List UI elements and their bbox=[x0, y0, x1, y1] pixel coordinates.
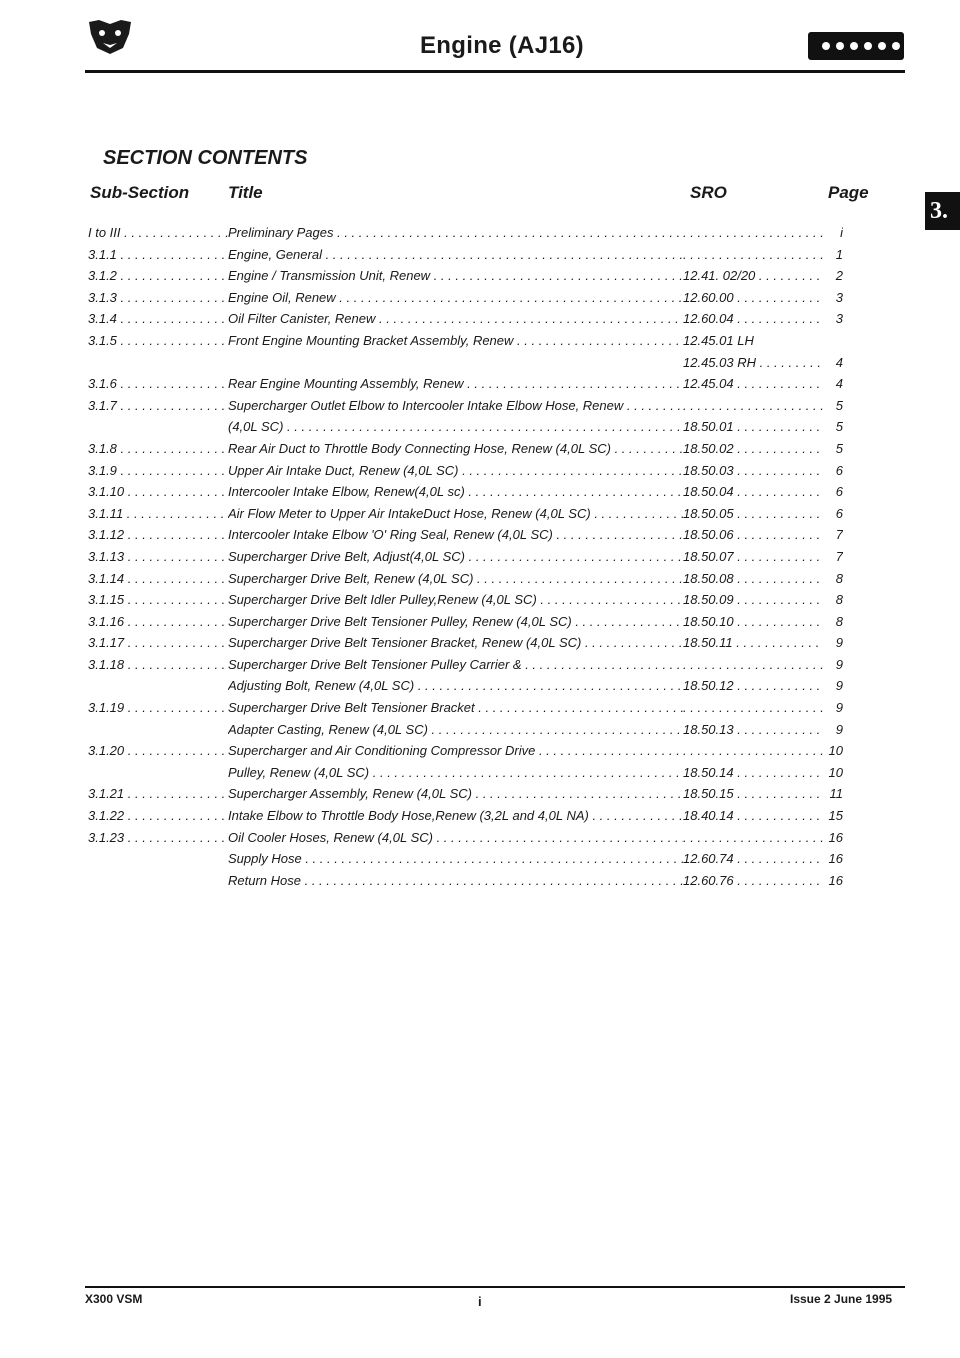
row-title: Intake Elbow to Throttle Body Hose,Renew (3,2L and 4,0L NA) . . . bbox=[228, 805, 683, 827]
row-sro bbox=[683, 697, 823, 719]
row-title: Adapter Casting, Renew (4,0L SC) . . . bbox=[228, 719, 683, 741]
row-page: 9 bbox=[835, 721, 843, 737]
row-sro: 18.50.13 . . . bbox=[683, 719, 823, 741]
row-title: Return Hose . . . bbox=[228, 870, 683, 892]
col-page: Page bbox=[828, 183, 869, 202]
row-page: 16 bbox=[828, 829, 843, 845]
row-title: Adjusting Bolt, Renew (4,0L SC) . . . bbox=[228, 675, 683, 697]
footer-rule bbox=[85, 1286, 905, 1288]
row-sro: 18.50.01 . . . bbox=[683, 416, 823, 438]
row-title: Engine Oil, Renew . . . bbox=[228, 287, 683, 309]
row-page: i bbox=[840, 225, 843, 240]
row-title: Oil Cooler Hoses, Renew (4,0L SC) . . . bbox=[228, 827, 683, 849]
row-subsection: 3.1.18 . . . bbox=[88, 654, 228, 676]
row-title: Front Engine Mounting Bracket Assembly, Renew . . . bbox=[228, 330, 683, 352]
table-row bbox=[88, 589, 868, 611]
row-title: Preliminary Pages . . . bbox=[228, 222, 683, 244]
row-page: 3 bbox=[835, 289, 843, 305]
row-page: 5 bbox=[835, 419, 843, 435]
col-subsection: Sub-Section bbox=[90, 183, 190, 202]
row-sro: 18.50.11 . . . bbox=[683, 632, 823, 654]
table-row bbox=[88, 654, 868, 676]
row-sro bbox=[683, 654, 823, 676]
table-row bbox=[88, 524, 868, 546]
row-page: 9 bbox=[835, 678, 843, 694]
row-subsection: 3.1.10 . . . bbox=[88, 481, 228, 503]
row-sro: 18.50.12 . . . bbox=[683, 675, 823, 697]
row-title: Supercharger Drive Belt, Renew (4,0L SC) . . . bbox=[228, 568, 683, 590]
row-sro: 18.50.06 . . . bbox=[683, 524, 823, 546]
row-page: 10 bbox=[828, 764, 843, 780]
row-page: 7 bbox=[835, 548, 843, 564]
table-row bbox=[88, 740, 868, 762]
row-page: 5 bbox=[835, 440, 843, 456]
footer-issue-date: Issue 2 June 1995 bbox=[790, 1292, 893, 1306]
row-page: 7 bbox=[835, 527, 843, 543]
row-title: (4,0L SC) . . . bbox=[228, 416, 683, 438]
row-sro: 18.50.09 . . . bbox=[683, 589, 823, 611]
row-subsection: 3.1.6 . . . bbox=[88, 373, 228, 395]
table-row bbox=[88, 632, 868, 654]
row-page: 8 bbox=[835, 613, 843, 629]
row-sro bbox=[683, 740, 823, 762]
row-subsection: 3.1.8 . . . bbox=[88, 438, 228, 460]
row-title: Engine / Transmission Unit, Renew . . . bbox=[228, 265, 683, 287]
row-sro: 12.45.03 RH . . . bbox=[683, 352, 823, 374]
row-subsection: 3.1.16 . . . bbox=[88, 611, 228, 633]
row-subsection: 3.1.21 . . . bbox=[88, 783, 228, 805]
row-sro: 12.60.76 . . . bbox=[683, 870, 823, 892]
row-sro: 12.60.00 . . . bbox=[683, 287, 823, 309]
row-title: Rear Air Duct to Throttle Body Connecting Hose, Renew (4,0L SC) . . . bbox=[228, 438, 683, 460]
row-page: 5 bbox=[835, 397, 843, 413]
row-subsection: 3.1.5 . . . bbox=[88, 330, 228, 352]
col-title: Title bbox=[228, 183, 263, 202]
section-side-tab: 3. bbox=[925, 192, 960, 230]
row-subsection: 3.1.3 . . . bbox=[88, 287, 228, 309]
row-page: 8 bbox=[835, 592, 843, 608]
row-sro: 18.50.07 . . . bbox=[683, 546, 823, 568]
row-subsection: 3.1.11 . . . bbox=[88, 503, 228, 525]
section-heading: SECTION CONTENTS bbox=[103, 147, 308, 169]
row-sro bbox=[683, 222, 823, 244]
table-row bbox=[88, 675, 868, 697]
row-subsection: 3.1.17 . . . bbox=[88, 632, 228, 654]
row-title: Oil Filter Canister, Renew . . . bbox=[228, 308, 683, 330]
row-title: Upper Air Intake Duct, Renew (4,0L SC) . . . bbox=[228, 460, 683, 482]
row-subsection: 3.1.22 . . . bbox=[88, 805, 228, 827]
row-page: 4 bbox=[835, 376, 843, 392]
row-subsection: 3.1.2 . . . bbox=[88, 265, 228, 287]
row-title: Air Flow Meter to Upper Air IntakeDuct Hose, Renew (4,0L SC) . . . bbox=[228, 503, 683, 525]
row-subsection: 3.1.13 . . . bbox=[88, 546, 228, 568]
row-title: Supercharger Drive Belt Tensioner Pulley, Renew (4,0L SC) . . . bbox=[228, 611, 683, 633]
table-row bbox=[88, 697, 868, 719]
footer-doc-code: X300 VSM bbox=[85, 1292, 143, 1306]
row-title: Intercooler Intake Elbow, Renew(4,0L sc) . . . bbox=[228, 481, 683, 503]
row-page: 15 bbox=[828, 808, 843, 824]
row-title: Supercharger and Air Conditioning Compressor Drive . . . bbox=[228, 740, 683, 762]
row-sro: 12.45.04 . . . bbox=[683, 373, 823, 395]
row-page: 6 bbox=[835, 505, 843, 521]
table-row bbox=[88, 373, 868, 395]
row-sro: 18.50.15 . . . bbox=[683, 783, 823, 805]
row-page: 2 bbox=[835, 268, 843, 284]
row-sro: 12.41. 02/20 . . . bbox=[683, 265, 823, 287]
row-page: 16 bbox=[828, 872, 843, 888]
table-row bbox=[88, 805, 868, 827]
row-title: Supercharger Drive Belt Idler Pulley,Renew (4,0L SC) . . . bbox=[228, 589, 683, 611]
row-sro bbox=[683, 244, 823, 266]
page-header bbox=[0, 0, 960, 80]
row-subsection: 3.1.4 . . . bbox=[88, 308, 228, 330]
table-row bbox=[88, 287, 868, 309]
table-row bbox=[88, 352, 868, 374]
row-page: 11 bbox=[829, 786, 843, 802]
row-sro: 18.50.14 . . . bbox=[683, 762, 823, 784]
footer-page-number: i bbox=[478, 1294, 482, 1309]
row-page: 16 bbox=[828, 851, 843, 867]
col-sro: SRO bbox=[690, 183, 727, 202]
row-sro: 18.50.05 . . . bbox=[683, 503, 823, 525]
row-subsection: 3.1.14 . . . bbox=[88, 568, 228, 590]
row-sro: 18.50.08 . . . bbox=[683, 568, 823, 590]
row-sro: 18.50.03 . . . bbox=[683, 460, 823, 482]
row-sro: 12.60.04 . . . bbox=[683, 308, 823, 330]
row-page: 3 bbox=[835, 311, 843, 327]
table-row bbox=[88, 222, 868, 244]
row-subsection: 3.1.1 . . . bbox=[88, 244, 228, 266]
row-sro bbox=[683, 395, 823, 417]
row-page: 9 bbox=[835, 635, 843, 651]
row-subsection: 3.1.12 . . . bbox=[88, 524, 228, 546]
row-title: Supercharger Drive Belt, Adjust(4,0L SC) . . . bbox=[228, 546, 683, 568]
row-subsection: 3.1.19 . . . bbox=[88, 697, 228, 719]
table-row bbox=[88, 330, 868, 352]
row-page: 6 bbox=[835, 484, 843, 500]
header-rule bbox=[85, 70, 905, 73]
table-row bbox=[88, 503, 868, 525]
page-title: Engine (AJ16) bbox=[420, 32, 584, 59]
table-row bbox=[88, 416, 868, 438]
row-sro: 18.50.02 . . . bbox=[683, 438, 823, 460]
row-subsection: 3.1.23 . . . bbox=[88, 827, 228, 849]
row-title: Supercharger Drive Belt Tensioner Bracket, Renew (4,0L SC) . . . bbox=[228, 632, 683, 654]
row-sro bbox=[683, 827, 823, 849]
row-page: 9 bbox=[835, 656, 843, 672]
table-row bbox=[88, 568, 868, 590]
row-title: Rear Engine Mounting Assembly, Renew . . . bbox=[228, 373, 683, 395]
row-page: 9 bbox=[835, 700, 843, 716]
table-row bbox=[88, 848, 868, 870]
row-title: Supercharger Outlet Elbow to Intercooler Intake Elbow Hose, Renew . . . bbox=[228, 395, 683, 417]
table-row bbox=[88, 719, 868, 741]
row-subsection: 3.1.7 . . . bbox=[88, 395, 228, 417]
table-row bbox=[88, 308, 868, 330]
table-row bbox=[88, 762, 868, 784]
table-row bbox=[88, 611, 868, 633]
row-title: Supercharger Drive Belt Tensioner Pulley Carrier & . . . bbox=[228, 654, 683, 676]
row-title: Supply Hose . . . bbox=[228, 848, 683, 870]
row-title: Supercharger Assembly, Renew (4,0L SC) . . . bbox=[228, 783, 683, 805]
table-row bbox=[88, 460, 868, 482]
row-sro: 12.60.74 . . . bbox=[683, 848, 823, 870]
row-subsection: I to III . . . bbox=[88, 222, 228, 244]
row-title: Supercharger Drive Belt Tensioner Bracket . . . bbox=[228, 697, 683, 719]
table-row bbox=[88, 265, 868, 287]
table-row bbox=[88, 438, 868, 460]
table-row bbox=[88, 827, 868, 849]
table-row bbox=[88, 395, 868, 417]
table-row bbox=[88, 546, 868, 568]
table-row bbox=[88, 870, 868, 892]
row-page: 4 bbox=[835, 354, 843, 370]
row-page: 8 bbox=[835, 570, 843, 586]
row-subsection: 3.1.15 . . . bbox=[88, 589, 228, 611]
row-page: 10 bbox=[828, 743, 843, 759]
row-sro: 18.50.04 . . . bbox=[683, 481, 823, 503]
row-sro: 12.45.01 LH bbox=[683, 332, 754, 348]
section-tab-marker bbox=[808, 32, 904, 60]
table-row bbox=[88, 783, 868, 805]
row-page: 1 bbox=[835, 246, 843, 262]
row-title: Engine, General . . . bbox=[228, 244, 683, 266]
row-subsection: 3.1.9 . . . bbox=[88, 460, 228, 482]
row-sro: 18.40.14 . . . bbox=[683, 805, 823, 827]
contents-table bbox=[88, 222, 868, 891]
row-subsection: 3.1.20 . . . bbox=[88, 740, 228, 762]
row-title: Intercooler Intake Elbow 'O' Ring Seal, Renew (4,0L SC) . . . bbox=[228, 524, 683, 546]
row-title: Pulley, Renew (4,0L SC) . . . bbox=[228, 762, 683, 784]
table-row bbox=[88, 481, 868, 503]
row-page: 6 bbox=[835, 462, 843, 478]
table-row bbox=[88, 244, 868, 266]
row-sro: 18.50.10 . . . bbox=[683, 611, 823, 633]
jaguar-logo-icon bbox=[85, 18, 135, 56]
